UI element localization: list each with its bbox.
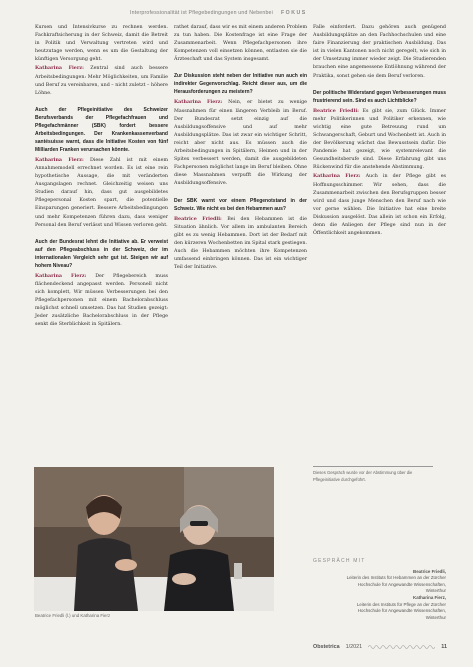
footnote: Dieses Gespräch wurde vor der Abstimmung über die Pflegeinitiative durchgeführt. xyxy=(313,466,433,483)
interview-question: Der SBK warnt vor einem Pflegenotstand in der Schweiz. Wie nicht es bei den Hebammen aus? xyxy=(174,197,307,212)
interviewee-line: Katharina Fierz, xyxy=(413,594,446,600)
speaker-name: Katharina Fierz: xyxy=(35,156,84,163)
speaker-name: Beatrice Friedli: xyxy=(174,215,222,222)
interviewee-line: Leiterin des Instituts für Pflege an der Zürcher xyxy=(356,601,446,607)
page-footer xyxy=(313,644,447,650)
issue-number: 1/2021 xyxy=(345,644,363,650)
column-2 xyxy=(174,24,307,272)
running-head xyxy=(130,10,453,16)
section-label: FOKUS xyxy=(281,10,307,16)
interview-photo xyxy=(34,467,274,611)
paragraph: Beatrice Friedli: Es gibt sie, zum Glück. Immer mehr Politikerinnen und Politiker erkennen, wie wichtig eine gute Betreuung rund um Schwangerschaft, Geburt und Wochenbett ist. Auch in der Bevölkerung wächst das Bewusstsein dafür. Die Pandemie hat gezeigt, wie systemrelevant die Gesundheitsberufe sind. Diese Erfahrung gibt uns Rückenwind für die anstehende Abstimmung. xyxy=(313,107,446,171)
speaker-name: Katharina Fierz: xyxy=(174,99,223,106)
interviewee-line: Hochschule für Angewandte Wissenschaften, xyxy=(357,608,446,614)
interviewee-box xyxy=(313,558,446,621)
column-1 xyxy=(35,24,168,329)
interview-question: Der politische Widerstand gegen Verbesserungen muss frustrierend sein. Sind es auch Lichtblicke? xyxy=(313,89,446,104)
running-head-text: Interprofessionalität ist Pflegebedingungen und Nebenbei xyxy=(130,10,273,16)
paragraph: Kursen und Intensivkurse zu rechnen werden. Fachkraftsicherung in der Schweiz, damit die Betreit in Politik und Verwaltung vertreten wird und heutzutage werden, wenn es um die Gestaltung der künftigen Versorgung geht. xyxy=(35,25,168,63)
photo-illustration xyxy=(34,467,274,611)
speaker-name: Katharina Fierz: xyxy=(35,272,87,279)
interviewee-line: Winterthur xyxy=(425,614,446,620)
interview-question: Zur Diskussion steht neben der Initiative nun auch ein indirekter Gegenvorschlag. Reicht dieser aus, um die Herausforderungen zu meistern? xyxy=(174,73,307,96)
paragraph: Beatrice Friedli: Bei den Hebammen ist die Situation ähnlich. Vor allem im ambulanten Bereich gibt es zu wenig Hebammen. Dort ist der Bedarf mit den kürzeren Wochenbetten im Spital stark gestiegen. Auch die Hebammen möchten ihre Kompetenzen umfassend einbringen können. Das ist ein wichtiger Teil der Initiative. xyxy=(174,215,307,271)
paragraph: Katharina Fierz: Zentral sind auch bessere Arbeitsbedingungen: Mehr Möglichkeiten, um Familie und Beruf zu vereinbaren, und – nicht zuletzt – höhere Löhne. xyxy=(35,65,168,96)
column-3 xyxy=(313,24,446,238)
paragraph: Falle einfordert. Dazu gehören auch genügend Ausbildungsplätze an den Fachhochschulen und eine faire Finanzierung der praktischen Ausbildung. Das ist in vielen Kantonen noch nicht geregelt, wie sich in der Umsetzung immer wieder zeigt. Die Studierenden brauchen eine angemessene Entlöhnung während der Praktika, sonst gehen sie dem Beruf verloren. xyxy=(313,25,446,79)
paragraph: Katharina Fierz: Nein, er bietet zu wenige Massnahmen für einen längeren Verbleib im Beruf. Der Bundesrat setzt einzig auf die Ausbildungsoffensive und auf mehr Ausbildungsplätze. Das ist zwar ein wichtiger Schritt, reicht aber nicht aus. Es müssen auch die Arbeitsbedingungen in Spitälern, Heimen und in der Spitex verbessert werden, damit die ausgebildeten Fachpersonen möglichst lange im Beruf bleiben. Ohne diese Massnahmen verpufft die Wirkung der Ausbildungsoffensive. xyxy=(174,99,307,187)
paragraph: Katharina Fierz: Diese Zahl ist mit einem Annahmemodell errechnet worden. Es ist eine rein hypothetische Aussage, die mit veränderten Ausgangslagen rechnet. Gleichzeitig weisen uns Studien darauf hin, dass gut ausgebildetes Pflegepersonal Kosten spart, die potentielle Einsparungen generiert. Bessere Arbeitsbedingungen und mehr Kompetenzen führen dazu, dass weniger Personal den Beruf verlässt und Wissen verloren geht. xyxy=(35,156,168,228)
interview-question: Auch der Pflegeinitiative des Schweizer Berufsverbands der Pflegefachfrauen und Pflegefachmänner (SBK) fordert bessere Arbeitsbedingungen. Der Krankenkassenverband santésuisse warnt, dass die Initiative Kosten von fünf Milliarden Franken verursachen könnte. xyxy=(35,106,168,153)
interviewee-line: Hochschule für Angewandte Wissenschaften, xyxy=(357,581,446,587)
magazine-name: Obstetrica xyxy=(313,644,340,650)
interview-question: Auch der Bundesrat lehnt die Initiative ab. Er verweist auf den Pflegeabschluss in der Schweiz, der im internationalen Vergleich sehr gut ist. Steigen wir auf hohem Niveau? xyxy=(35,238,168,269)
paragraph: rathet darauf, dass wir es mit einem anderen Problem zu tun haben. Die Kostenfrage ist eine Frage der Zusammenarbeit. Wenn Pflegefachpersonen ihre Kompetenzen voll einsetzen können, entlasten sie die Ärzteschaft und das System insgesamt. xyxy=(174,25,307,63)
interviewee-line: Winterthur xyxy=(425,588,446,594)
speaker-name: Beatrice Friedli: xyxy=(313,107,359,114)
interviewee-line: Leiterin des Instituts für Hebammen an der Zürcher xyxy=(346,575,446,581)
interviewee-heading: GESPRÄCH MIT xyxy=(313,558,366,564)
wave-decoration-icon xyxy=(368,644,435,650)
interviewee-line: Beatrice Friedli, xyxy=(413,568,446,574)
speaker-name: Katharina Fierz: xyxy=(313,173,361,180)
photo-caption: Beatrice Friedli (l.) und Katharina Fierz xyxy=(35,613,111,618)
page-number: 11 xyxy=(441,644,447,650)
paragraph: Katharina Fierz: Auch in der Pflege gibt es Hoffnungsschimmer. Wir sehen, dass die Zusammenarbeit zwischen den Berufsgruppen besser wird und dass junge Menschen den Beruf nach wie vor gerne wählen. Die Initiative hat eine breite Diskussion ausgelöst. Das allein ist schon ein Erfolg, denn die Anliegen der Pflege sind nun in der Öffentlichkeit angekommen. xyxy=(313,173,446,237)
paragraph: Katharina Fierz: Der Pflegebereich muss flächendeckend angepasst werden. Personell nicht sich komplett, Wir müssen Verbesserungen bei den Pflegefachpersonen mit einem Bachelorabschluss möglichst schnell umsetzen. Das hat Studien gezeigt: Jeder zusätzliche Bachelorabschluss in der Pflege senkt die Sterblichkeit in Spitälern. xyxy=(35,272,168,328)
speaker-name: Katharina Fierz: xyxy=(35,65,84,72)
